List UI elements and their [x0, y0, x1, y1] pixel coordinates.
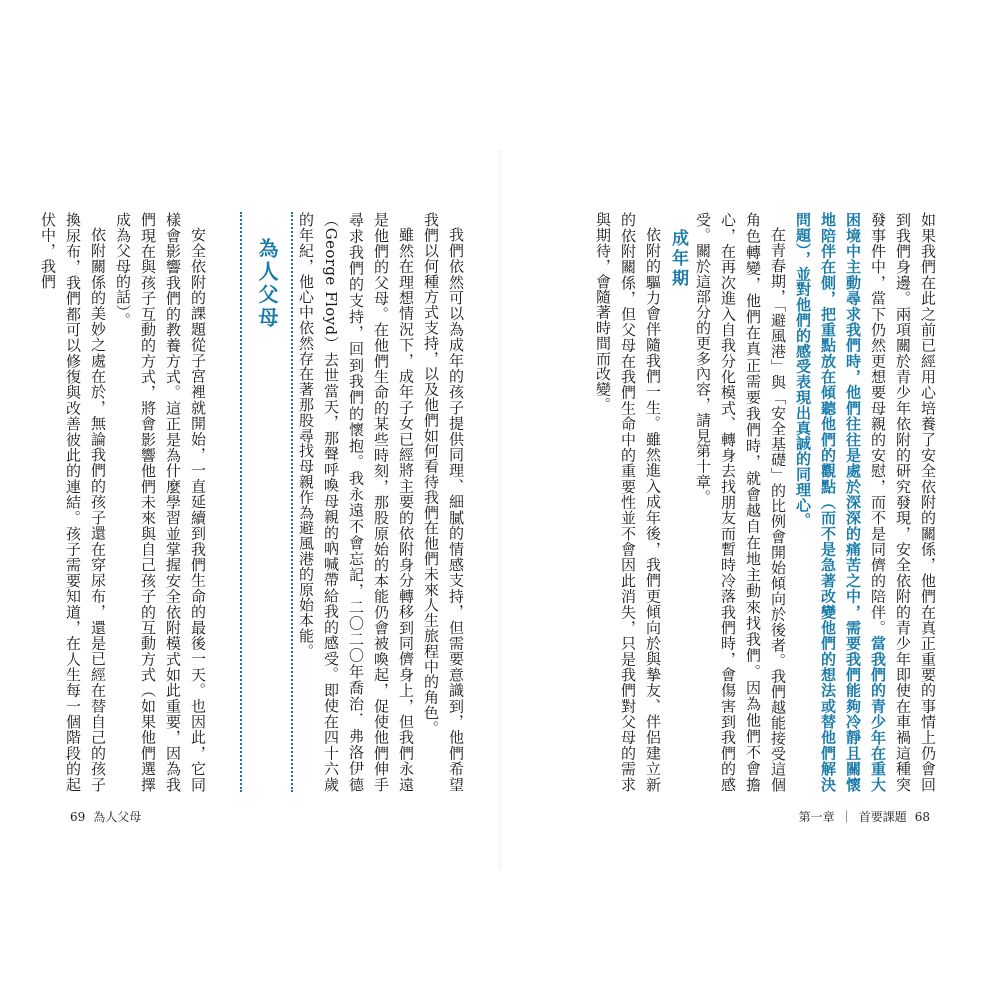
left-paragraph-1: 我們依然可以為成年的孩子提供同理、細膩的情感支持，但需要意識到，他們希望我們以何種方式支持，以及他們如何看待我們在他們未來人生旅程中的角色。 — [422, 212, 465, 792]
right-paragraph-1 — [790, 212, 940, 792]
right-page — [500, 0, 1000, 1000]
left-page-number: 69 — [70, 810, 86, 824]
right-page-number: 68 — [914, 810, 930, 824]
right-paragraph-2: 在青春期，「避風港」與「安全基礎」的比例會開始傾向於後者。我們越能接受這個角色轉變，他們在真正需要我們時，就會越自在地主動來找我們。因為他們不會擔心，在再次進入自我分化模式、轉身去找朋友而暫時冷落我們時，會傷害到我們的感受。關於這部分的更多內容，請見第十章。 — [694, 212, 787, 792]
left-paragraph-3: 安全依附的課題從子宮裡就開始，一直延續到我們生命的最後一天。也因此，它同樣會影響我們的教養方式。這正是為什麼學習並掌握安全依附模式如此重要，因為我們現在與孩子互動的方式，將會影響他們未來與自己孩子的互動方式（如果他們選擇成為父母的話）。 — [114, 212, 207, 792]
left-paragraph-2: 雖然在理想情況下，成年子女已經將主要的依附身分轉移到同儕身上，但我們永遠是他們的父母。在他們生命的某些時刻，那股原始的本能仍會被喚起，促使他們伸手尋求我們的支持，回到我們的懷抱。我永遠不會忘記，二〇二〇年喬治．弗洛伊德（George Floyd）去世當天，那聲呼喚母親的吶喊帶給我的感受。即使在四十六歲的年紀，他心中依然存在著那股尋找母親作為避風港的原始本能。 — [297, 212, 415, 792]
footer-chapter: 第一章 — [798, 810, 835, 824]
footer-section: 首要課題 — [858, 810, 907, 824]
section-heading-parenting: 為人父母 — [240, 212, 293, 792]
footer-separator: ｜ — [840, 810, 853, 824]
right-text-block — [550, 212, 940, 792]
section-heading-adulthood: 成年期 — [668, 229, 688, 289]
right-paragraph-1-emphasis: 當我們的青少年在重大困境中主動尋求我們時，他們往往是處於深深的痛苦之中，需要我們能夠冷靜且關懷地陪伴在側，把重點放在傾聽他們的觀點（而不是急著改變他們的想法或替他們解決問題），並對他們的感受表現出真誠的同理心。 — [794, 212, 887, 793]
left-footer — [62, 808, 141, 825]
right-paragraph-3: 依附的驅力會伴隨我們一生。雖然進入成年後，我們更傾向於與摯友、伴侶建立新的依附關係，但父母在我們生命中的重要性並不會因此消失，只是我們對父母的需求與期待，會隨著時間而改變。 — [594, 212, 662, 792]
right-paragraph-1-text: 如果我們在此之前已經用心培養了安全依附的關係，他們在真正重要的事情上仍會回到我們身邊。兩項關於青少年依附的研究發現，安全依附的青少年即使在車禍這種突發事件中，當下仍然更想要母親的安慰，而不是同儕的陪伴。 — [869, 212, 937, 792]
left-paragraph-4: 依附關係的美妙之處在於，無論我們的孩子還在穿尿布，還是已經在替自己的孩子換尿布，我們都可以修復與改善彼此的連結。孩子需要知道，在人生每一個階段的起伏中，我們 — [39, 212, 107, 792]
left-text-block — [39, 212, 468, 792]
right-footer — [799, 808, 938, 825]
footer-running-title: 為人父母 — [93, 810, 142, 824]
